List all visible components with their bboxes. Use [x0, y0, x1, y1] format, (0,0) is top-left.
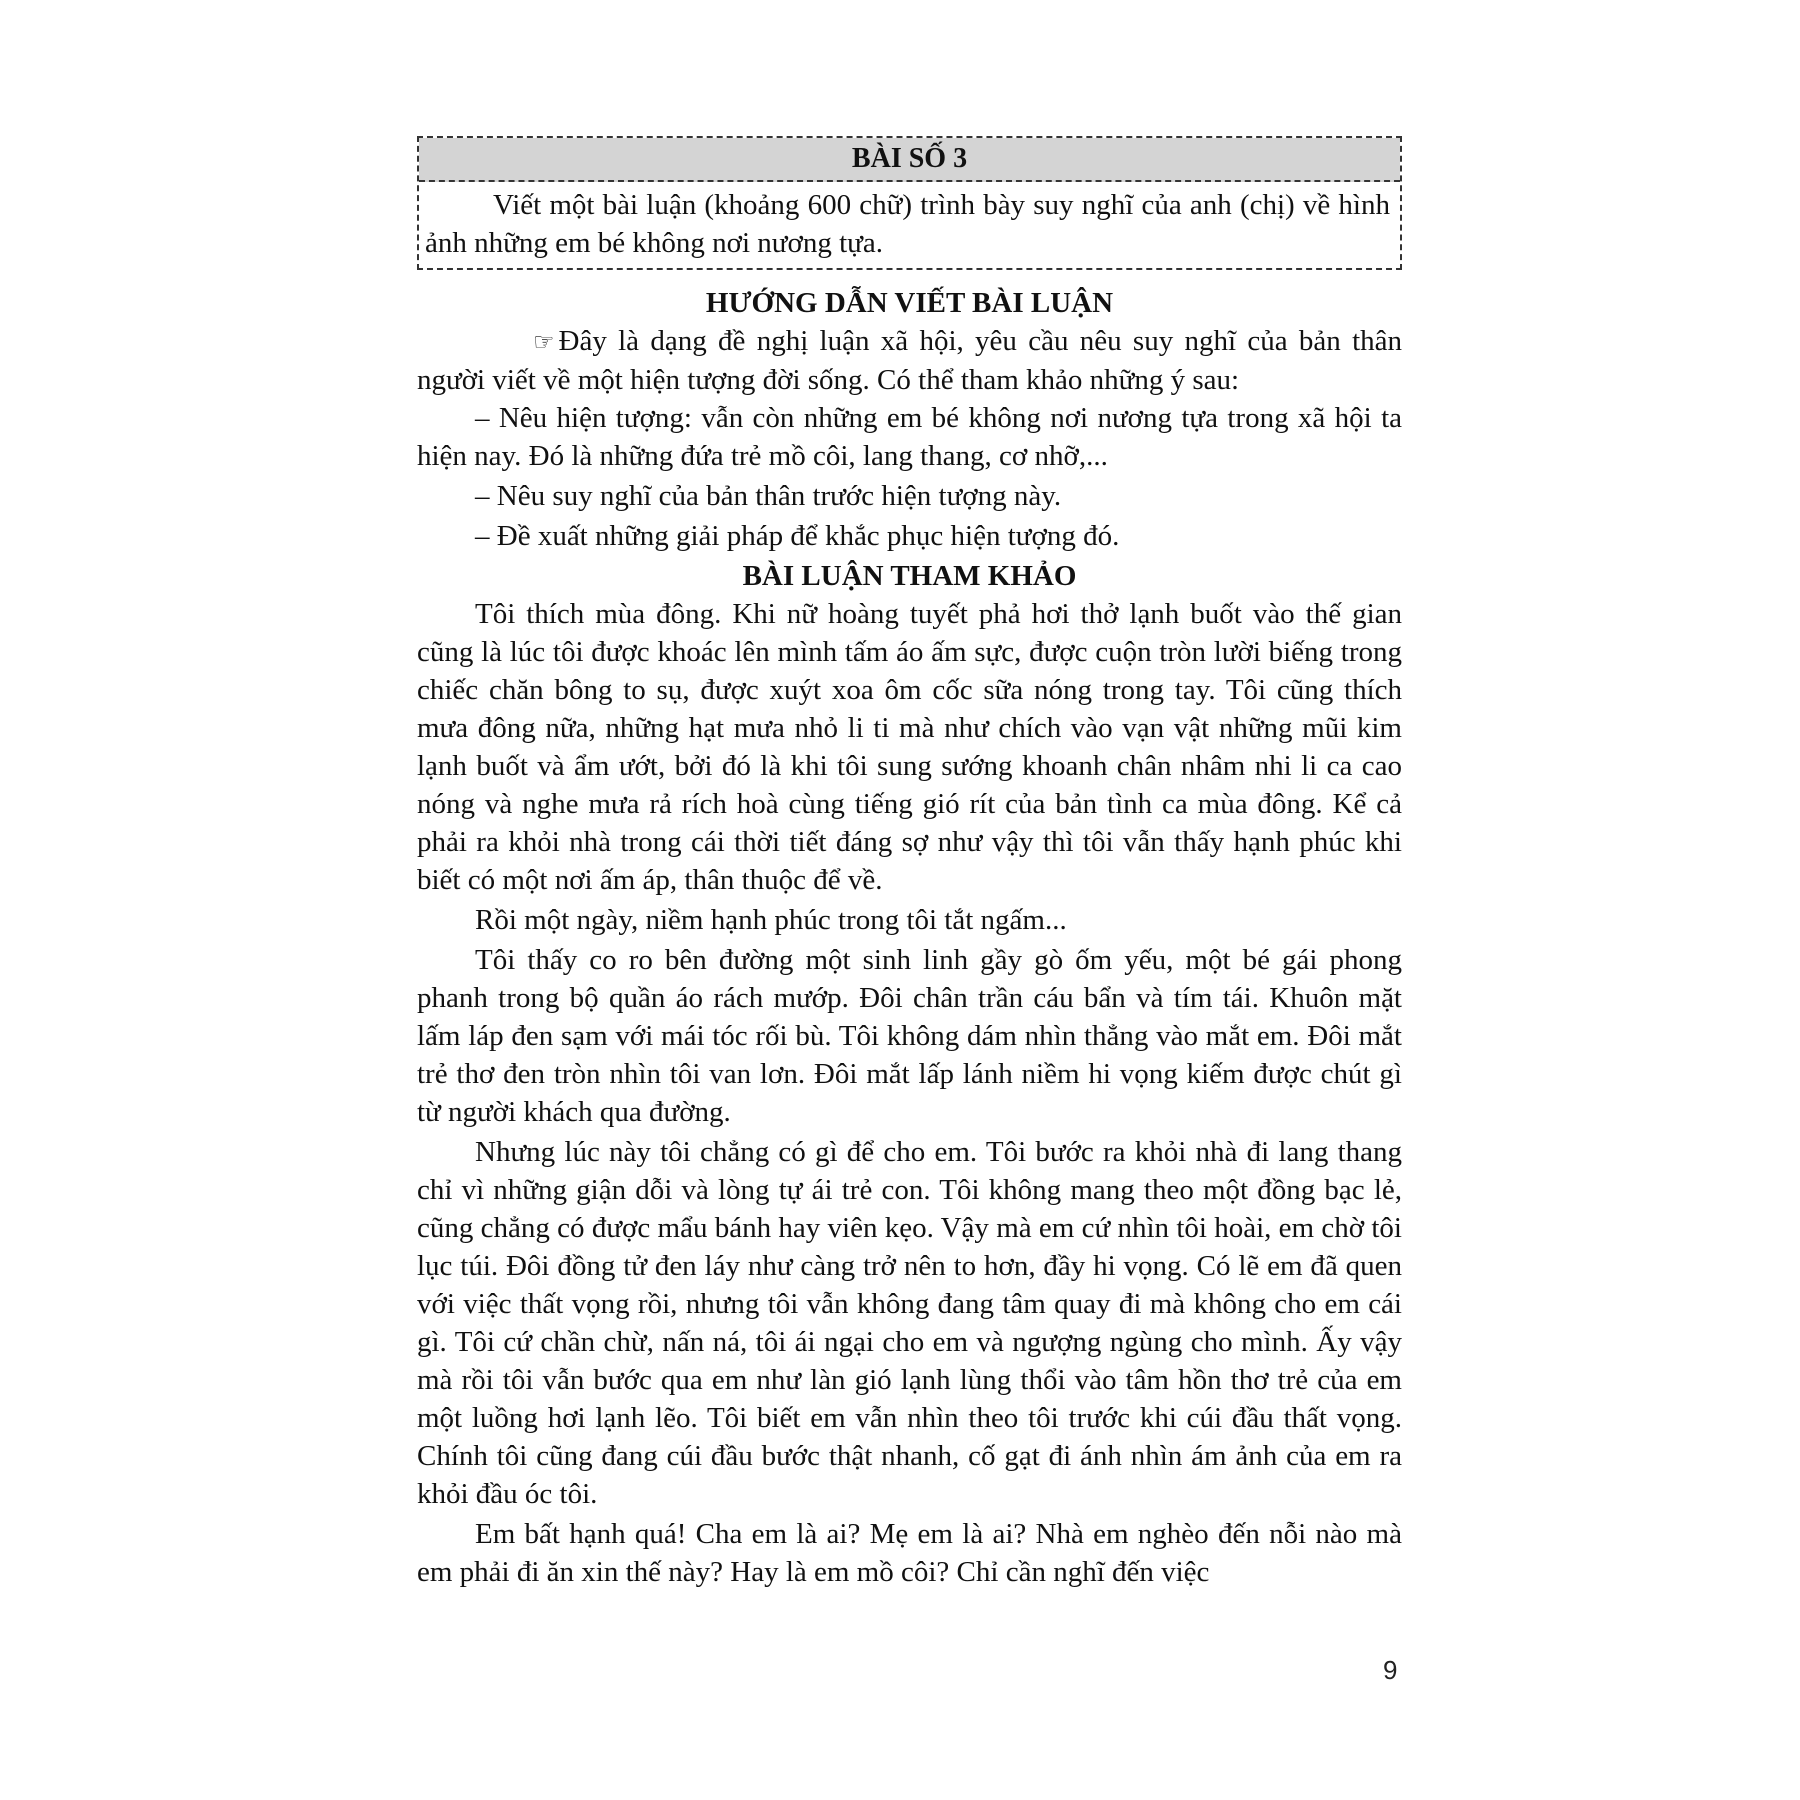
exercise-prompt: Viết một bài luận (khoảng 600 chữ) trình bày suy nghĩ của anh (chị) về hình ảnh những em bé không nơi nương tựa.	[425, 189, 1390, 259]
guide-point: – Nêu suy nghĩ của bản thân trước hiện tượng này.	[475, 480, 1062, 512]
essay-heading: BÀI LUẬN THAM KHẢO	[742, 560, 1077, 592]
exercise-title: BÀI SỐ 3	[419, 138, 1400, 182]
exercise-box	[417, 136, 1402, 270]
guide-point: – Nêu hiện tượng: vẫn còn những em bé không nơi nương tựa trong xã hội ta hiện nay. Đó là những đứa trẻ mồ côi, lang thang, cơ nhỡ,...	[417, 402, 1402, 472]
page-content	[417, 136, 1402, 1593]
essay-paragraph: Em bất hạnh quá! Cha em là ai? Mẹ em là ai? Nhà em nghèo đến nỗi nào mà em phải đi ăn xin thế này? Hay là em mồ côi? Chỉ cần nghĩ đến việc	[417, 1518, 1402, 1588]
guide-heading: HƯỚNG DẪN VIẾT BÀI LUẬN	[705, 287, 1114, 319]
guide-intro	[417, 322, 1402, 399]
essay-paragraph: Rồi một ngày, niềm hạnh phúc trong tôi tắt ngấm...	[475, 904, 1067, 936]
guide-intro-text: Đây là dạng đề nghị luận xã hội, yêu cầu nêu suy nghĩ của bản thân người viết về một hiện tượng đời sống. Có thể tham khảo những ý sau:	[417, 325, 1402, 396]
guide-point: – Đề xuất những giải pháp để khắc phục hiện tượng đó.	[475, 520, 1120, 552]
essay-paragraph: Tôi thấy co ro bên đường một sinh linh gầy gò ốm yếu, một bé gái phong phanh trong bộ quần áo rách mướp. Đôi chân trần cáu bẩn và tím tái. Khuôn mặt lấm láp đen sạm với mái tóc rối bù. Tôi không dám nhìn thẳng vào mắt em. Đôi mắt trẻ thơ đen tròn nhìn tôi van lơn. Đôi mắt lấp lánh niềm hi vọng kiếm được chút gì từ người khách qua đường.	[417, 944, 1402, 1128]
essay-paragraph: Nhưng lúc này tôi chẳng có gì để cho em. Tôi bước ra khỏi nhà đi lang thang chỉ vì những giận dỗi và lòng tự ái trẻ con. Tôi không mang theo một đồng bạc lẻ, cũng chẳng có được mẩu bánh hay viên kẹo. Vậy mà em cứ nhìn tôi hoài, em chờ tôi lục túi. Đôi đồng tử đen láy như càng trở nên to hơn, đầy hi vọng. Có lẽ em đã quen với việc thất vọng rồi, nhưng tôi vẫn không đang tâm quay đi mà không cho em cái gì. Tôi cứ chần chừ, nấn ná, tôi ái ngại cho em và ngượng ngùng cho mình. Ấy vậy mà rồi tôi vẫn bước qua em như làn gió lạnh lùng thổi vào tâm hồn thơ trẻ của em một luồng hơi lạnh lẽo. Tôi biết em vẫn nhìn theo tôi trước khi cúi đầu thất vọng. Chính tôi cũng đang cúi đầu bước thật nhanh, cố gạt đi ánh nhìn ám ảnh của em ra khỏi đầu óc tôi.	[417, 1136, 1402, 1510]
page-number: 9	[1383, 1655, 1398, 1685]
pointing-hand-icon: ☞	[533, 328, 555, 356]
essay-paragraph: Tôi thích mùa đông. Khi nữ hoàng tuyết phả hơi thở lạnh buốt vào thế gian cũng là lúc tôi được khoác lên mình tấm áo ấm sực, được cuộn tròn lười biếng trong chiếc chăn bông to sụ, được xuýt xoa ôm cốc sữa nóng trong tay. Tôi cũng thích mưa đông nữa, những hạt mưa nhỏ li ti mà như chích vào vạn vật những mũi kim lạnh buốt và ẩm ướt, bởi đó là khi tôi sung sướng khoanh chân nhâm nhi li ca cao nóng và nghe mưa rả rích hoà cùng tiếng gió rít của bản tình ca mùa đông. Kể cả phải ra khỏi nhà trong cái thời tiết đáng sợ như vậy thì tôi vẫn thấy hạnh phúc khi biết có một nơi ấm áp, thân thuộc để về.	[417, 598, 1402, 896]
